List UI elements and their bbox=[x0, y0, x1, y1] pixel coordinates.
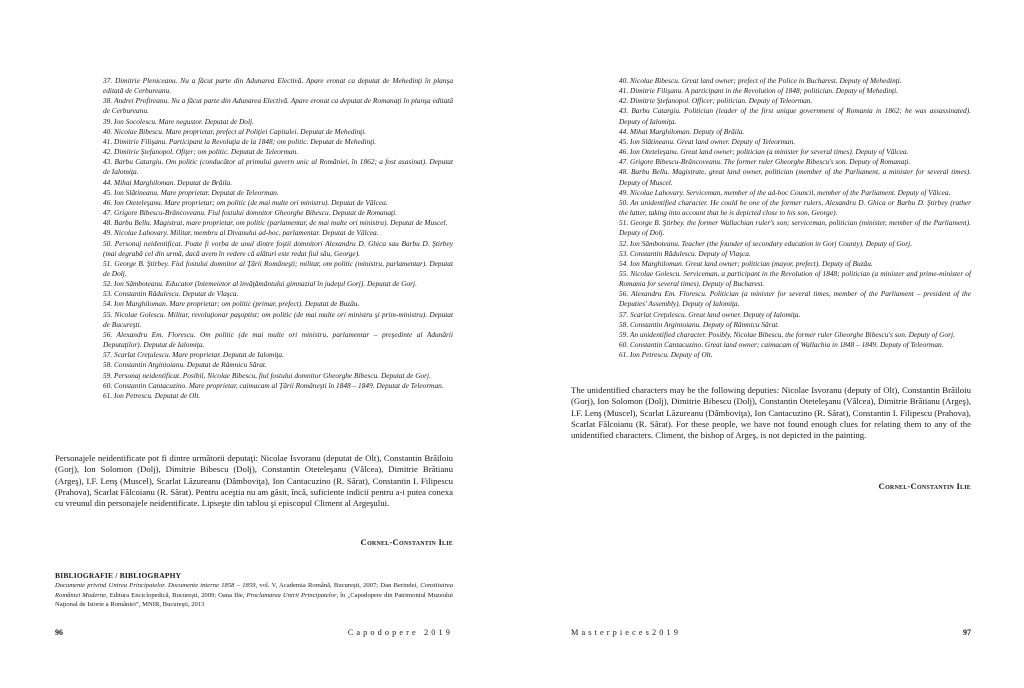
list-item: 61. Ion Petrescu. Deputy of Olt. bbox=[619, 350, 713, 360]
bibliography-ref1-title: Documente privind Unirea Principatelor. Documente interne 1858 – 1859 bbox=[55, 582, 256, 589]
list-item: 48. Barbu Bellu. Magistrat, mare proprietar, om politic (parlamentar, de mai multe ori ministru). Deputat de Muscel. bbox=[103, 218, 448, 228]
list-item: 46. Ion Oteteleşanu. Great land owner; politician (a minister for several times). Deputy of Vâlcea. bbox=[619, 147, 909, 157]
left-paragraph: Personajele neidentificate pot fi dintre următorii deputaţi: Nicolae Isvoranu (deputat de Olt), Constantin Brăiloiu (Gorj), Ion Solomon (Dolj), Dimitrie Bibescu (Dolj), Constantin Oteteleşanu (Vâlcea), Dimitrie Brătianu (Argeş), I.F. Lenş (Muscel), Scarlat Lăzureanu (Dâmboviţa), Ion Cantacuzino (R. Sărat), Constantin I. Filipescu (Prahova), Scarlat Fălcoianu (R. Sărat). Pentru aceştia nu am găsit, încă, suficiente indicii pentru a-i putea conexa cu vreunul din personajele neidentificate. Lipseşte din tablou şi episcopul Climent al Argeşului. bbox=[55, 453, 453, 509]
list-item: 51. George B. Ştirbey. the former Wallachian ruler's son; serviceman, politician (minister, member of the Parliament). Deputy of Dolj. bbox=[619, 218, 971, 238]
list-item: 53. Constantin Rădulescu. Deputy of Vlaşca. bbox=[619, 248, 751, 258]
list-item: 40. Nicolae Bibescu. Great land owner; prefect of the Police in Bucharest. Deputy of Mehedinţi. bbox=[619, 76, 902, 85]
list-item: 51. George B. Ştirbey. Fiul fostului domnitor al Ţării Româneşti; militar, om politic (ministru, parlamentar). Deputat de Dolj. bbox=[103, 258, 453, 278]
list-item: 49. Nicolae Lahovary. Militar, membru al Divanului ad-hoc, parlamentar. Deputat de Vâlcea. bbox=[103, 228, 379, 238]
right-paragraph: The unidentified characters may be the following deputies: Nicolae Isvoranu (deputy of Olt), Constantin Brăiloiu (Gorj), Ion Solomon (Dolj), Dimitrie Bibescu (Dolj), Constantin Oteteleşanu (Vâlcea), Dimitrie Brătianu (Argeş), I.F. Lenş (Muscel), Scarlat Lăzureanu (Dâmboviţa), Ion Cantacuzino (R. Sărat), Constantin I. Filipescu (Prahova), Scarlat Fălcoianu (R. Sărat). For these people, we have not found enough clues for relating them to any of the unidentified characters. Climent, the bishop of Argeş, is not depicted in the painting. bbox=[571, 385, 971, 441]
list-item: 52. Ion Sămboteanu. Teacher (the founder of secondary education in Gorj County). Deputy of Gorj. bbox=[619, 238, 913, 248]
list-item: 58. Constantin Argintoianu. Deputat de Râmnicu Sărat. bbox=[103, 360, 267, 370]
list-item: 48. Barbu Bellu. Magistrate, great land owner, politician (member of the Parliament, a minister for several times). Deputy of Muscel. bbox=[619, 167, 971, 187]
list-item: 55. Nicolae Golescu. Serviceman, a participant in the Revolution of 1848; politician (a minister and prime-minister of Romania for several times). Deputy of Bucharest. bbox=[619, 268, 971, 289]
list-item: 53. Constantin Rădulescu. Deputat de Vlaşca. bbox=[103, 289, 239, 299]
list-item: 61. Ion Petrescu. Deputat de Olt. bbox=[103, 390, 201, 400]
bibliography-ref2-rest: , Editura Enciclopedică, Bucureşti, 2009; Oana Ilie, bbox=[106, 591, 247, 599]
list-item: 38. Andrei Profireanu. Nu a făcut parte din Adunarea Electivă. Apare eronat ca deputat de Romanaţi în planşa editată de Cerbureanu. bbox=[103, 96, 453, 116]
list-item: 43. Barbu Catargiu. Om politic (conducător al primului guvern unic al României, în 1862; a fost asasinat). Deputat de Ialomiţa. bbox=[103, 157, 453, 177]
list-item: 52. Ion Sămboteanu. Educator (întemeietor al învăţământului gimnazial în judeţul Gorj). Deputat de Gorj. bbox=[103, 279, 417, 289]
left-running-title: Capodopere 2019 bbox=[347, 628, 453, 637]
list-item: 50. An unidentified character. He could be one of the former rulers, Alexandru D. Ghica or Barbu D. Ştirbey (rather the latter, taking into account that he is depicted close to his son, George). bbox=[619, 197, 971, 218]
list-item: 54. Ion Marghiloman. Great land owner; politician (mayor, prefect). Deputy of Buzău. bbox=[619, 258, 873, 268]
right-page-number: 97 bbox=[963, 628, 971, 637]
list-item: 56. Alexandru Em. Florescu. Politician (a minister for several times, member of the Parliament – president of the Deputies' Assembly). Deputy of Ialomiţa. bbox=[619, 289, 971, 309]
list-item: 50. Personaj neidentificat. Poate fi vorba de unul dintre foştii domnitori Alexandru D. Ghica sau Barbu D. Ştirbey (mai degrabă cel din urmă, dacă avem în vedere că alături este redat fiul său, George). bbox=[103, 238, 453, 258]
list-item: 44. Mihai Marghiloman. Deputy of Brăila. bbox=[619, 126, 745, 136]
right-entry-list bbox=[619, 76, 971, 360]
list-item: 60. Constantin Cantacuzino. Mare proprietar, caimacam al Ţării Româneşti în 1848 – 1849. Deputat de Teleorman. bbox=[103, 380, 444, 390]
list-item: 45. Ion Slătineanu. Great land owner. Deputy of Teleorman. bbox=[619, 136, 796, 146]
list-item: 47. Grigore Bibescu-Brâncoveanu. Fiul fostului domnitor Gheorghe Bibescu. Deputat de Romanaţi. bbox=[103, 208, 397, 218]
list-item: 42. Dimitrie Ştefanopol. Ofiţer; om politic. Deputat de Teleorman. bbox=[103, 147, 299, 157]
list-item: 45. Ion Slătineanu. Mare proprietar. Deputat de Teleorman. bbox=[103, 187, 279, 197]
list-item: 56. Alexandru Em. Florescu. Om politic (de mai multe ori ministru, parlamentar – preşedinte al Adunării Deputaţilor). Deputat de Ialomiţa. bbox=[103, 329, 453, 350]
list-item: 59. Personaj neidentificat. Posibil, Nicolae Bibescu, fiul fostului domnitor Gheorghe Bibescu. Deputat de Gorj. bbox=[103, 370, 431, 380]
right-signature: Cornel-Constantin Ilie bbox=[878, 481, 971, 491]
list-item: 58. Constantin Argintoianu. Deputy of Râmnicu Sărat. bbox=[619, 319, 780, 329]
left-entry-list bbox=[103, 76, 453, 401]
bibliography-ref1-rest: , vol. V, Academia Română, Bucureşti, 2007; Dan Berindei, bbox=[255, 582, 421, 589]
list-item: 47. Grigore Bibescu-Brâncoveanu. The former ruler Gheorghe Bibescu's son. Deputy of Romanaţi. bbox=[619, 157, 911, 167]
bibliography-ref2-title: Constituirea României Moderne bbox=[55, 582, 453, 599]
list-item: 57. Scarlat Creţulescu. Mare proprietar. Deputat de Ialomiţa. bbox=[103, 350, 284, 360]
left-page-number: 96 bbox=[55, 628, 63, 637]
list-item: 59. An unidentified character. Posibly, Nicolae Bibescu, the former ruler Gheorghe Bibescu's son. Deputy of Gorj. bbox=[619, 329, 955, 339]
list-item: 57. Scarlat Creţulescu. Great land owner. Deputy of Ialomiţa. bbox=[619, 309, 801, 319]
list-item: 41. Dimitrie Filişanu. Participant la Revoluţia de la 1848; om politic. Deputat de Mehedinţi. bbox=[103, 136, 377, 146]
list-item: 40. Nicolae Bibescu. Mare proprietar, prefect al Poliţiei Capitalei. Deputat de Mehedinţi. bbox=[103, 126, 367, 136]
list-item: 37. Dimitrie Plenіceanu. Nu a făcut parte din Adunarea Electivă. Apare eronat ca deputat de Mehedinţi în planşa editată de Cerbureanu. bbox=[103, 76, 453, 96]
list-item: 44. Mihai Marghiloman. Deputat de Brăila. bbox=[103, 177, 233, 187]
list-item: 42. Dimitrie Ştefanopol. Officer; politician. Deputy of Teleorman. bbox=[619, 96, 813, 106]
bibliography-ref3-title: Proclamarea Unirii Principatelor bbox=[246, 591, 337, 599]
list-item: 55. Nicolae Golescu. Militar, revoluţionar paşoptist; om politic (de mai multe ori ministru şi prim-ministru). Deputat de Bucureşti. bbox=[103, 309, 453, 329]
list-item: 43. Barbu Catargiu. Politician (leader of the first unique government of Romania in 1862; he was assassinated). Deputy of Ialomiţa. bbox=[619, 106, 971, 126]
list-item: 39. Ion Socolescu. Mare negustor. Deputat de Dolj. bbox=[103, 116, 254, 126]
right-page bbox=[512, 0, 1024, 688]
list-item: 54. Ion Marghiloman. Mare proprietar; om politic (primar, prefect). Deputat de Buzău. bbox=[103, 299, 360, 309]
left-signature: Cornel-Constantin Ilie bbox=[360, 537, 453, 547]
bibliography-text bbox=[55, 581, 453, 610]
list-item: 60. Constantin Cantacuzino. Great land owner; caimacam of Wallachia in 1848 – 1849. Deputy of Teleorman. bbox=[619, 340, 944, 350]
bibliography-title: BIBLIOGRAFIE / BIBLIOGRAPHY bbox=[55, 571, 182, 580]
list-item: 49. Nicolae Lahovary. Serviceman, member of the ad-hoc Council, member of the Parliament. Deputy of Vâlcea. bbox=[619, 187, 951, 197]
list-item: 41. Dimitrie Filişanu. A participant in the Revolution of 1848; politician. Deputy of Mehedinţi. bbox=[619, 86, 898, 96]
right-running-title: Masterpieces2019 bbox=[571, 628, 681, 637]
list-item: 46. Ion Oteteleşanu. Mare proprietar; om politic (de mai multe ori ministru). Deputat de Vâlcea. bbox=[103, 197, 388, 207]
bibliography-ref3-rest: , în „Capodopere din Patrimoniul Muzeului Naţional de Istorie a României”, MNIR, Bucureşti, 2013 bbox=[55, 591, 453, 609]
